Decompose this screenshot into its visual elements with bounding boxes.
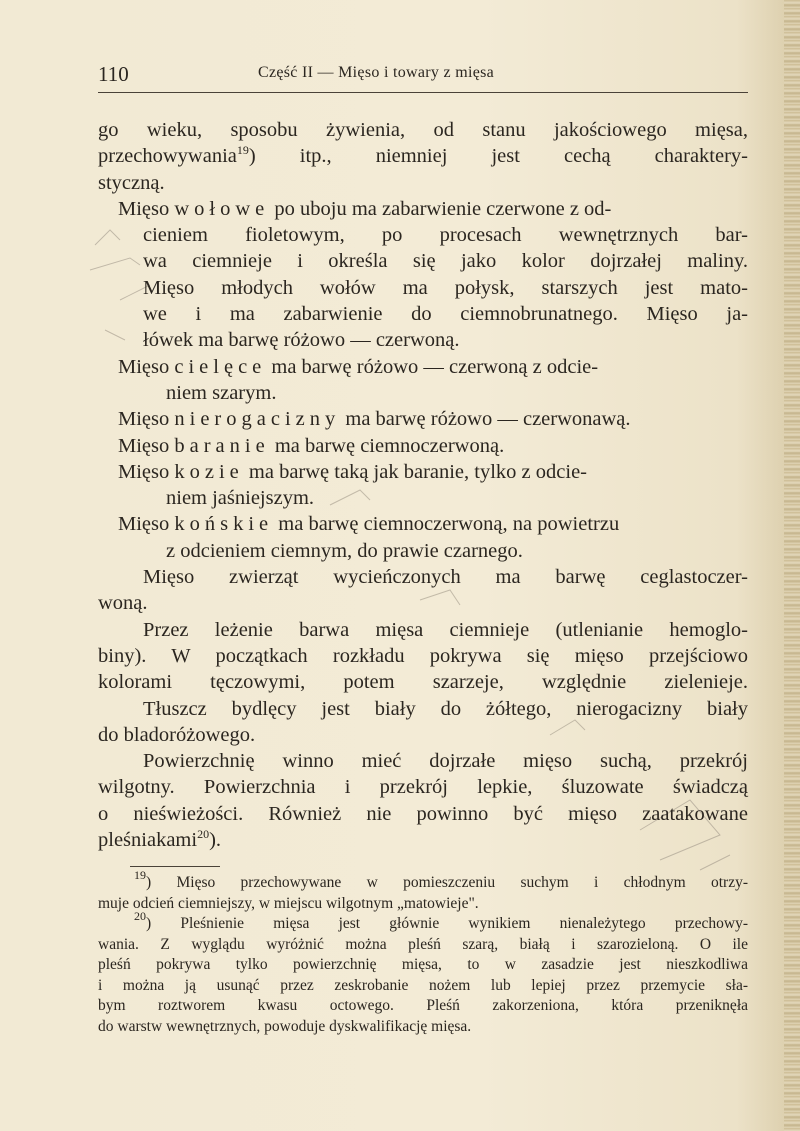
text-line: Powierzchnię winno mieć dojrzałe mięso suchą, przekrój	[143, 750, 748, 773]
text-line: go wieku, sposobu żywienia, od stanu jakościowego mięsa,	[98, 119, 748, 141]
text-line: Mięso końskie ma barwę ciemnoczerwoną, na powietrzu	[118, 513, 620, 536]
text-line: woną.	[98, 592, 148, 615]
text-line: łówek ma barwę różowo — czerwoną.	[143, 329, 460, 352]
page-header	[98, 62, 746, 90]
text-line: przechowywania$^{19}$) itp., niemniej jest cechą charaktery-	[98, 143, 748, 168]
text-line: Mięso baranie ma barwę ciemnoczerwoną.	[118, 434, 505, 457]
text-line: o nieświeżości. Również nie powinno być mięso zaatakowane	[98, 802, 748, 825]
text-line: biny). W początkach rozkładu pokrywa się mięso przejściowo	[98, 644, 748, 667]
text-line: Mięso cielęce ma barwę różowo — czerwoną z odcie-	[118, 355, 599, 378]
footnote-line: $^{20}$) Pleśnienie mięsa jest głównie wynikiem nienależytego przechowy-	[134, 909, 748, 932]
footnote-ref: 20	[197, 827, 210, 842]
footnote-number: 20	[134, 909, 146, 923]
page-edge	[784, 0, 800, 1131]
spaced-term: kozie	[174, 460, 244, 483]
text-line: Mięso nierogacizny ma barwę różowo — czerwonawą.	[118, 408, 631, 431]
footnote-rule	[130, 866, 220, 867]
text-line: wa ciemnieje i określa się jako kolor dojrzałej maliny.	[143, 250, 748, 273]
text-line: do bladoróżowego.	[98, 723, 256, 746]
footnote-number: 19	[134, 868, 146, 882]
header-rule	[98, 92, 748, 93]
spaced-term: wołowe	[174, 197, 270, 220]
footnote-line: i można ją usunąć przez zeskrobanie nożem lub lepiej przez przemycie sła-	[98, 976, 748, 994]
footnote-ref: 19	[236, 143, 249, 158]
text-line: Mięso kozie ma barwę taką jak baranie, tylko z odcie-	[118, 460, 587, 483]
spaced-term: cielęce	[174, 355, 267, 378]
footnote-line: pleśń pokrywa tylko powierzchnię mięsa, to w zasadzie jest nieszkodliwa	[98, 956, 748, 973]
footnote-line: do warstw wewnętrznych, powoduje dyskwalifikację mięsa.	[98, 1017, 472, 1035]
page-number: 110	[98, 62, 129, 86]
footnote-line: wania. Z wyglądu wyróżnić można pleśń szarą, białą i szarozieloną. O ile	[98, 935, 748, 953]
footnote-line: $^{19}$) Mięso przechowywane w pomieszczeniu suchym i chłodnym otrzy-	[134, 868, 748, 891]
text-line: wilgotny. Powierzchnia i przekrój lepkie, śluzowate świadczą	[98, 776, 748, 799]
text-line: Mięso wołowe po uboju ma zabarwienie czerwone z od-	[118, 197, 612, 220]
text-line: niem szarym.	[166, 381, 277, 404]
text-line: styczną.	[98, 171, 165, 194]
text-line: Tłuszcz bydlęcy jest biały do żółtego, nierogacizny biały	[143, 697, 748, 720]
running-head: Część II — Mięso i towary z mięsa	[258, 64, 495, 81]
footnote-line: bym roztworem kwasu octowego. Pleśń zakorzeniona, która przeniknęła	[98, 997, 748, 1014]
text-line: cieniem fioletowym, po procesach wewnętrznych bar-	[143, 224, 748, 247]
text-line: z odcieniem ciemnym, do prawie czarnego.	[166, 539, 523, 562]
spaced-term: baranie	[174, 434, 270, 457]
text-line: Mięso młodych wołów ma połysk, starszych jest mato-	[143, 276, 748, 299]
spaced-term: nierogacizny	[174, 408, 341, 431]
spaced-term: końskie	[174, 513, 274, 536]
text-line: we i ma zabarwienie do ciemnobrunatnego. Mięso ja-	[143, 303, 748, 326]
text-line: Mięso zwierząt wycieńczonych ma barwę ceglastoczer-	[143, 566, 748, 589]
footnotes	[98, 868, 748, 1037]
text-line: niem jaśniejszym.	[166, 487, 315, 510]
body-text	[98, 117, 748, 853]
text-line: pleśniakami$^{20}$).	[98, 827, 222, 852]
text-line: kolorami tęczowymi, potem szarzeje, względnie zielenieje.	[98, 671, 748, 694]
footnote-line: muje odcień ciemniejszy, w miejscu wilgotnym „matowieje".	[98, 894, 479, 912]
text-line: Przez leżenie barwa mięsa ciemnieje (utlenianie hemoglo-	[143, 618, 748, 641]
